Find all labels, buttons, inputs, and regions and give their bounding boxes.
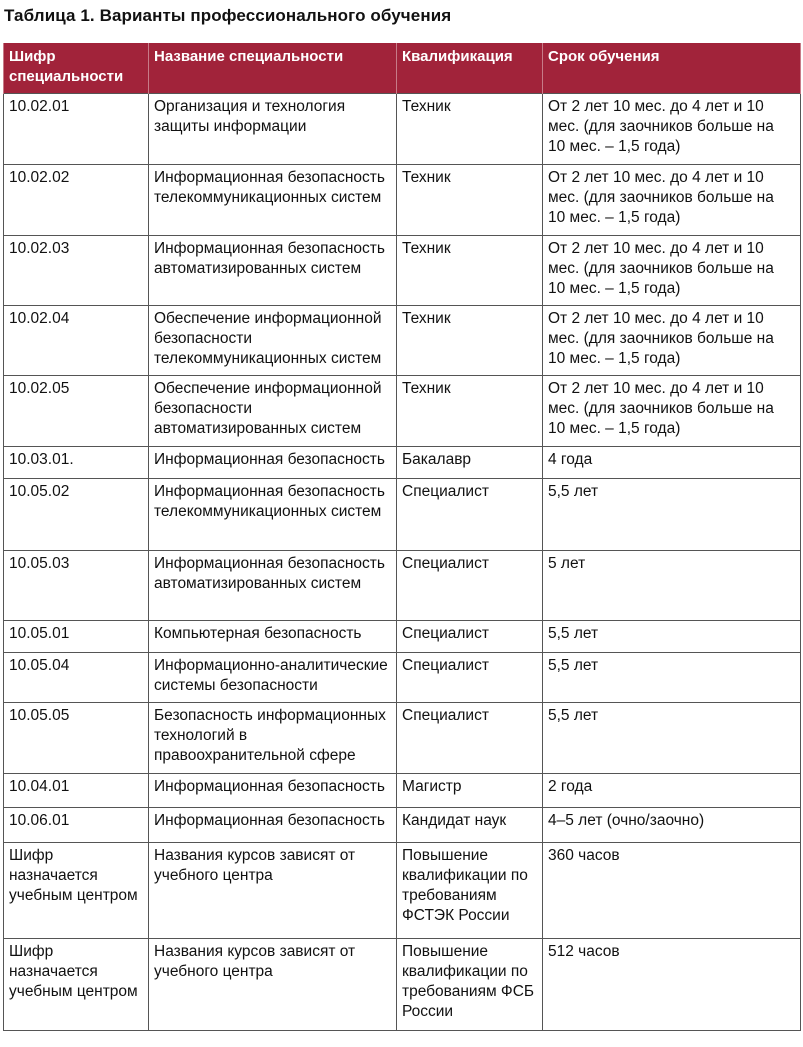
cell-qualification: Кандидат наук [397, 808, 543, 843]
cell-qualification: Специалист [397, 479, 543, 551]
cell-duration: 4 года [543, 447, 801, 479]
cell-qualification: Техник [397, 376, 543, 447]
cell-specialty-name: Информационная безопасность телекоммуникационных систем [149, 479, 397, 551]
table-row [4, 939, 801, 1031]
table-row [4, 621, 801, 653]
cell-specialty-name: Информационная безопасность [149, 447, 397, 479]
cell-code: 10.05.03 [4, 551, 149, 621]
cell-duration: 4–5 лет (очно/заочно) [543, 808, 801, 843]
cell-specialty-name: Информационная безопасность автоматизированных систем [149, 236, 397, 306]
cell-code: 10.05.01 [4, 621, 149, 653]
cell-specialty-name: Информационная безопасность телекоммуникационных систем [149, 165, 397, 236]
header-specialty-name: Название специальности [149, 43, 397, 94]
header-duration: Срок обучения [543, 43, 801, 94]
cell-code: 10.02.03 [4, 236, 149, 306]
cell-code: 10.06.01 [4, 808, 149, 843]
cell-duration: От 2 лет 10 мес. до 4 лет и 10 мес. (для заочников больше на 10 мес. – 1,5 года) [543, 94, 801, 165]
cell-code: 10.05.02 [4, 479, 149, 551]
header-row [4, 43, 801, 94]
cell-specialty-name: Информационная безопасность [149, 808, 397, 843]
cell-qualification: Повышение квалификации по требованиям ФСБ России [397, 939, 543, 1031]
cell-specialty-name: Информационная безопасность [149, 774, 397, 808]
cell-specialty-name: Организация и технология защиты информации [149, 94, 397, 165]
table-row [4, 306, 801, 376]
cell-duration: От 2 лет 10 мес. до 4 лет и 10 мес. (для заочников больше на 10 мес. – 1,5 года) [543, 165, 801, 236]
table-row [4, 551, 801, 621]
table-row [4, 703, 801, 774]
cell-code: Шифр назначается учебным центром [4, 939, 149, 1031]
table-row [4, 774, 801, 808]
cell-qualification: Техник [397, 94, 543, 165]
cell-duration: 512 часов [543, 939, 801, 1031]
table-header [4, 43, 801, 94]
header-code: Шифр специальности [4, 43, 149, 94]
header-qualification: Квалификация [397, 43, 543, 94]
cell-duration: 5,5 лет [543, 621, 801, 653]
cell-duration: 5,5 лет [543, 653, 801, 703]
cell-code: 10.05.05 [4, 703, 149, 774]
cell-qualification: Техник [397, 236, 543, 306]
cell-specialty-name: Безопасность информационных технологий в правоохранительной сфере [149, 703, 397, 774]
cell-specialty-name: Информационно-аналитические системы безопасности [149, 653, 397, 703]
cell-duration: От 2 лет 10 мес. до 4 лет и 10 мес. (для заочников больше на 10 мес. – 1,5 года) [543, 306, 801, 376]
table-row [4, 376, 801, 447]
cell-qualification: Специалист [397, 551, 543, 621]
cell-qualification: Бакалавр [397, 447, 543, 479]
cell-code: 10.02.05 [4, 376, 149, 447]
cell-code: 10.02.01 [4, 94, 149, 165]
cell-duration: От 2 лет 10 мес. до 4 лет и 10 мес. (для заочников больше на 10 мес. – 1,5 года) [543, 236, 801, 306]
cell-duration: 5 лет [543, 551, 801, 621]
table-row [4, 479, 801, 551]
table-body [4, 94, 801, 1031]
cell-code: 10.02.04 [4, 306, 149, 376]
cell-specialty-name: Информационная безопасность автоматизированных систем [149, 551, 397, 621]
cell-qualification: Техник [397, 306, 543, 376]
cell-qualification: Специалист [397, 621, 543, 653]
cell-duration: 5,5 лет [543, 703, 801, 774]
cell-qualification: Специалист [397, 653, 543, 703]
table-row [4, 236, 801, 306]
table-row [4, 165, 801, 236]
cell-specialty-name: Названия курсов зависят от учебного центра [149, 843, 397, 939]
cell-duration: 360 часов [543, 843, 801, 939]
cell-qualification: Повышение квалификации по требованиям ФСТЭК России [397, 843, 543, 939]
cell-specialty-name: Названия курсов зависят от учебного центра [149, 939, 397, 1031]
cell-code: 10.03.01. [4, 447, 149, 479]
cell-code: 10.02.02 [4, 165, 149, 236]
training-table [3, 43, 801, 1031]
cell-code: 10.05.04 [4, 653, 149, 703]
cell-qualification: Специалист [397, 703, 543, 774]
cell-specialty-name: Обеспечение информационной безопасности телекоммуникационных систем [149, 306, 397, 376]
table-row [4, 808, 801, 843]
table-row [4, 843, 801, 939]
cell-specialty-name: Компьютерная безопасность [149, 621, 397, 653]
table-title: Таблица 1. Варианты профессионального обучения [4, 6, 452, 25]
cell-code: Шифр назначается учебным центром [4, 843, 149, 939]
cell-qualification: Техник [397, 165, 543, 236]
cell-qualification: Магистр [397, 774, 543, 808]
cell-code: 10.04.01 [4, 774, 149, 808]
table-row [4, 94, 801, 165]
cell-duration: От 2 лет 10 мес. до 4 лет и 10 мес. (для заочников больше на 10 мес. – 1,5 года) [543, 376, 801, 447]
table-row [4, 653, 801, 703]
cell-specialty-name: Обеспечение информационной безопасности автоматизированных систем [149, 376, 397, 447]
cell-duration: 5,5 лет [543, 479, 801, 551]
cell-duration: 2 года [543, 774, 801, 808]
table-row [4, 447, 801, 479]
